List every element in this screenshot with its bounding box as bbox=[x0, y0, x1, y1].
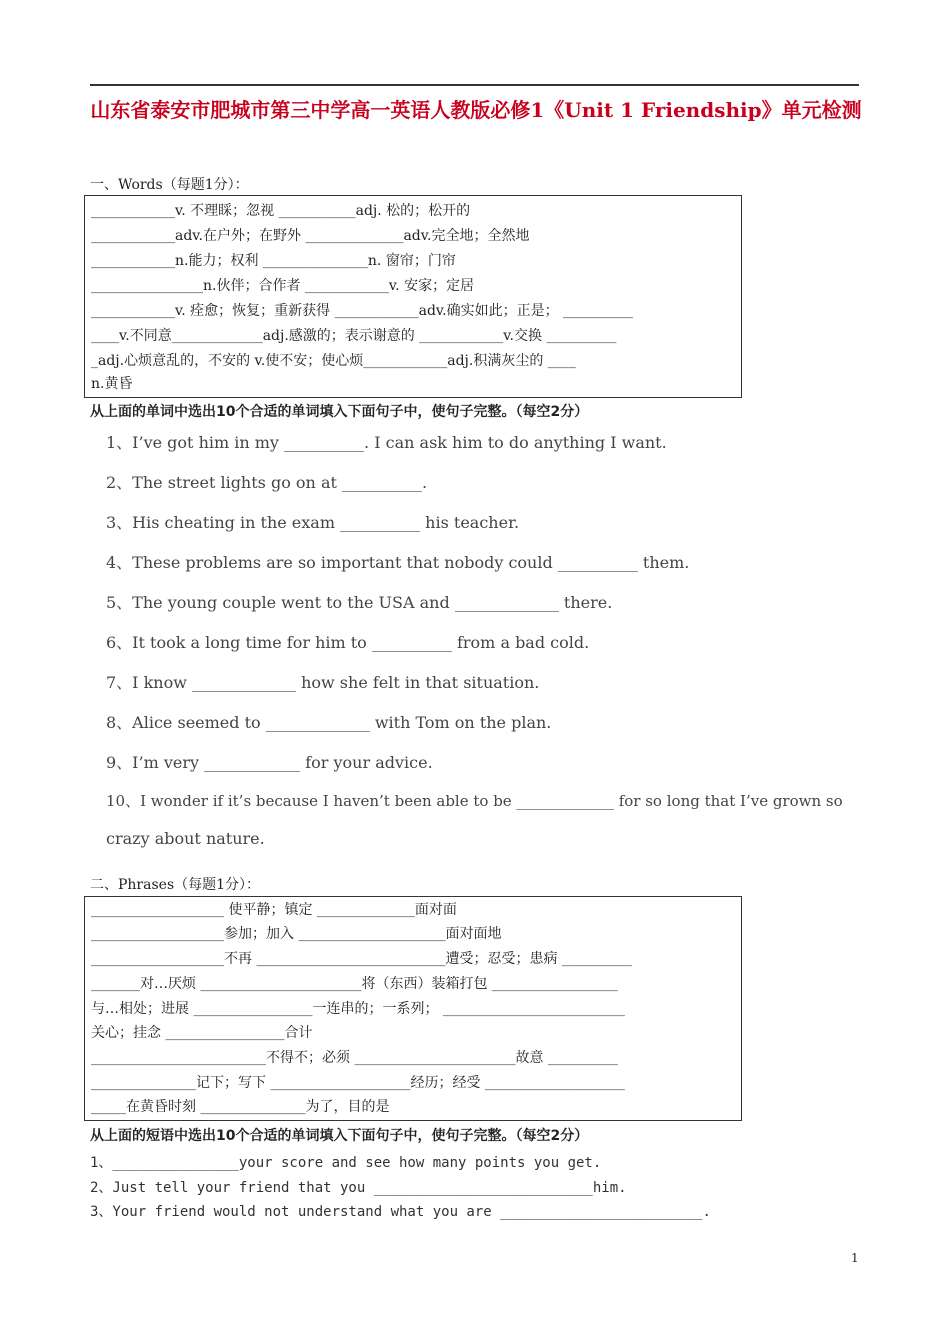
phrases-instruction: 从上面的短语中选出10个合适的单词填入下面句子中，使句子完整。（每空2分） bbox=[90, 1128, 589, 1144]
phrases-row: _________________________不得不；必须 _______________________故意 __________ bbox=[91, 1050, 618, 1066]
sentence: 5、The young couple went to the USA and _____________ there. bbox=[106, 593, 613, 612]
words-row: ____________adv.在户外；在野外 ______________adv.完全地；全然地 bbox=[91, 228, 530, 244]
words-row: ____________n.能力；权利 _______________n. 窗帘；门帘 bbox=[91, 253, 456, 269]
phrases-heading: 二、Phrases（每题1分）： bbox=[90, 877, 261, 893]
page-title: 山东省泰安市肥城市第三中学高一英语人教版必修1《Unit 1 Friendship》单元检测 bbox=[90, 98, 862, 122]
words-row: ____________v. 痊愈；恢复；重新获得 ____________adv.确实如此；正是； __________ bbox=[91, 303, 634, 319]
sentence: 9、I’m very ____________ for your advice. bbox=[106, 753, 433, 772]
words-row: _adj.心烦意乱的，不安的 v.使不安；使心烦____________adj.积满灰尘的 ____ bbox=[91, 353, 576, 369]
phrases-row: ___________________不再 ___________________________遭受；忍受；患病 __________ bbox=[91, 951, 632, 967]
phrase-sentence: 2、Just tell your friend that you __________________________him. bbox=[90, 1180, 627, 1196]
phrases-row: _______________记下；写下 ____________________经历；经受 ____________________ bbox=[91, 1075, 625, 1091]
words-row: ____________v. 不理睬；忽视 ___________adj. 松的；松开的 bbox=[91, 203, 471, 219]
phrases-row: _______对…厌烦 _______________________将（东西）装箱打包 __________________ bbox=[91, 976, 618, 992]
phrases-row: _____在黄昏时刻 _______________为了，目的是 bbox=[91, 1099, 390, 1115]
sentence: 10、I wonder if it’s because I haven’t been able to be _____________ for so long that I’ve grown so bbox=[106, 792, 843, 810]
phrases-row: ___________________ 使平静；镇定 ______________面对面 bbox=[91, 902, 457, 918]
sentence: 2、The street lights go on at __________. bbox=[106, 473, 428, 492]
words-row: n.黄昏 bbox=[91, 376, 133, 392]
words-row: ________________n.伙伴；合作者 ____________v. 安家；定居 bbox=[91, 278, 475, 294]
phrases-row: 关心；挂念 _________________合计 bbox=[91, 1025, 313, 1041]
sentence: 4、These problems are so important that nobody could __________ them. bbox=[106, 553, 690, 572]
sentence-continuation: crazy about nature. bbox=[106, 829, 265, 848]
sentence: 7、I know _____________ how she felt in that situation. bbox=[106, 673, 540, 692]
phrase-sentence: 1、_______________your score and see how many points you get. bbox=[90, 1155, 602, 1171]
phrases-row: 与…相处；进展 _________________一连串的；一系列； __________________________ bbox=[91, 1001, 625, 1017]
phrases-row: ___________________参加；加入 _____________________面对面地 bbox=[91, 926, 502, 942]
phrase-sentence: 3、Your friend would not understand what you are ________________________. bbox=[90, 1204, 711, 1220]
phrases-box bbox=[84, 896, 742, 1121]
header-rule bbox=[90, 84, 859, 86]
words-row: ____v.不同意_____________adj.感激的；表示谢意的 ____________v.交换 __________ bbox=[91, 328, 617, 344]
words-instruction: 从上面的单词中选出10个合适的单词填入下面句子中，使句子完整。（每空2分） bbox=[90, 404, 589, 420]
sentence: 1、I’ve got him in my __________. I can ask him to do anything I want. bbox=[106, 433, 667, 452]
sentence: 6、It took a long time for him to __________ from a bad cold. bbox=[106, 633, 590, 652]
sentence: 3、His cheating in the exam __________ his teacher. bbox=[106, 513, 520, 532]
sentence: 8、Alice seemed to _____________ with Tom on the plan. bbox=[106, 713, 552, 732]
page-number: 1 bbox=[851, 1251, 859, 1265]
words-heading: 一、Words（每题1分）： bbox=[90, 177, 249, 193]
words-box bbox=[84, 195, 742, 398]
